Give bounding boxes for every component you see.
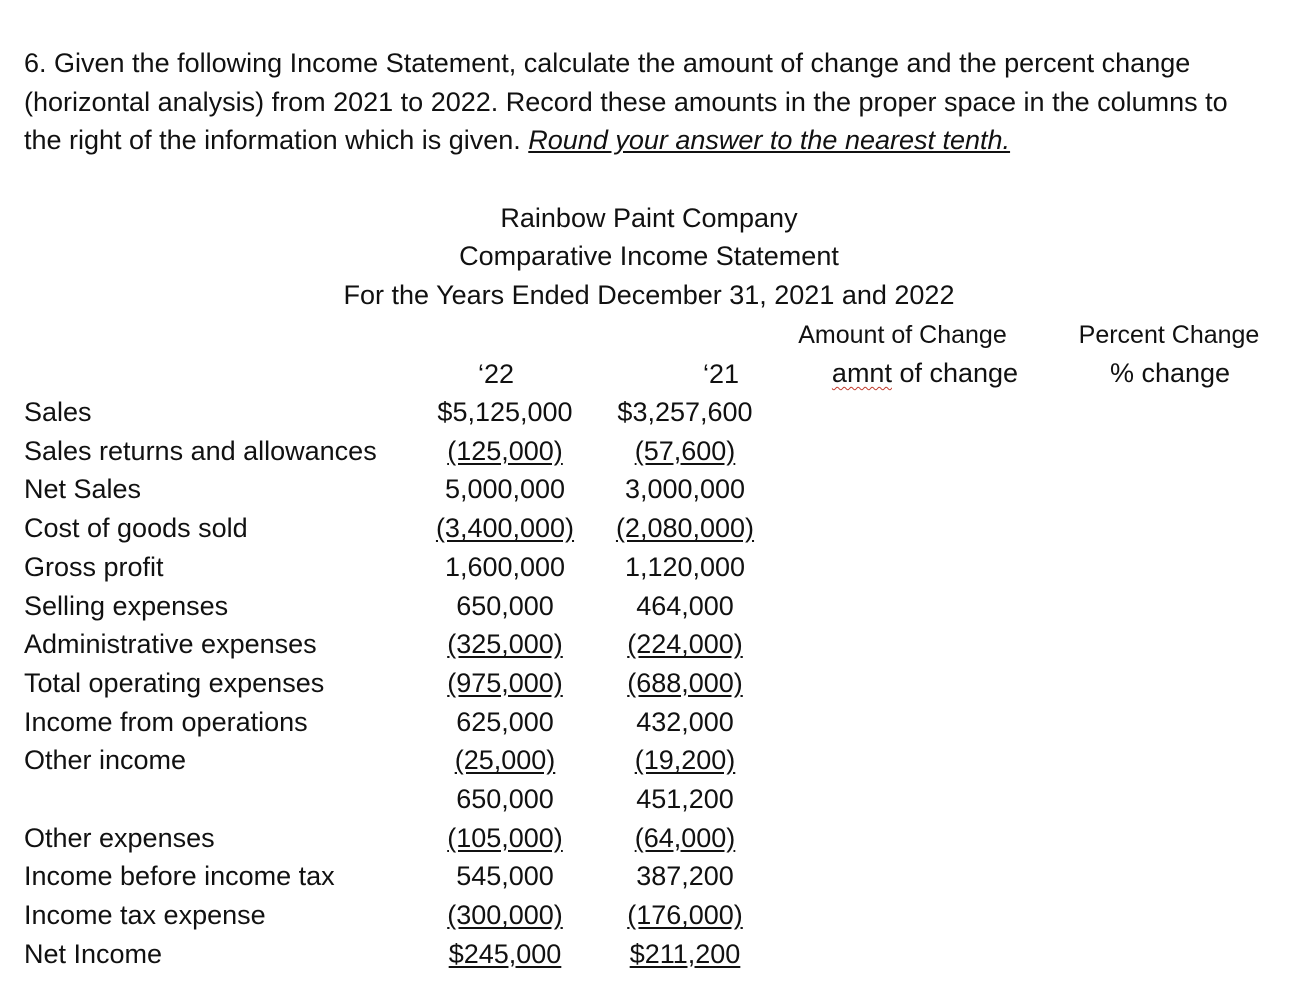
value-2022 (420, 857, 590, 895)
row-label: Cost of goods sold (24, 513, 248, 544)
value-2021-text: (64,000) (634, 822, 736, 853)
value-2022-text: (975,000) (447, 667, 563, 698)
year-21-header: ‘21 (703, 359, 740, 389)
table-row (0, 625, 1298, 663)
amount-change-sub-word: amnt (831, 358, 892, 388)
rounding-instruction: Round your answer to the nearest tenth. (528, 125, 1011, 155)
value-2021-text: (19,200) (634, 745, 736, 776)
row-label: Net Income (24, 938, 163, 969)
value-2021 (600, 935, 770, 973)
value-2022 (420, 780, 590, 818)
row-label: Net Sales (24, 474, 142, 505)
table-row (0, 664, 1298, 702)
value-2022-text: (300,000) (447, 900, 563, 931)
value-2022-text: 545,000 (456, 861, 554, 892)
row-label: Sales returns and allowances (24, 435, 377, 466)
table-row (0, 896, 1298, 934)
value-2021 (600, 509, 770, 547)
value-2022 (420, 509, 590, 547)
value-2022 (420, 432, 590, 470)
row-label: Gross profit (24, 551, 164, 582)
question-body: 6. Given the following Income Statement, calculate the amount of change and the percent change (horizontal analysis) from 2021 to 2022. Record these amounts in the proper space in the columns to the right of the information which is given. (24, 48, 1228, 155)
row-label: Income from operations (24, 706, 308, 737)
value-2022-text: 1,600,000 (444, 551, 566, 582)
company-name: Rainbow Paint Company (500, 203, 798, 233)
value-2022 (420, 703, 590, 741)
value-2021 (600, 857, 770, 895)
value-2022 (420, 625, 590, 663)
value-2022-text: (125,000) (447, 435, 563, 466)
value-2022-text: 625,000 (456, 706, 554, 737)
value-2021-text: (57,600) (634, 435, 736, 466)
value-2022-text: (105,000) (447, 822, 563, 853)
amount-change-header: Amount of Change (798, 321, 1007, 349)
value-2021 (600, 432, 770, 470)
amount-change-sub-rest: of change (891, 358, 1019, 388)
value-2021 (600, 664, 770, 702)
row-label: Selling expenses (24, 590, 229, 621)
row-label: Other expenses (24, 822, 215, 853)
value-2021-text: (176,000) (627, 900, 743, 931)
value-2022 (420, 470, 590, 508)
table-row (0, 587, 1298, 625)
value-2021 (600, 548, 770, 586)
table-row (0, 393, 1298, 431)
value-2021-text: (2,080,000) (615, 513, 755, 544)
value-2022-text: 5,000,000 (444, 474, 566, 505)
value-2021 (600, 703, 770, 741)
table-row (0, 432, 1298, 470)
value-2022 (420, 896, 590, 934)
value-2022 (420, 664, 590, 702)
statement-title: Comparative Income Statement (459, 241, 839, 271)
value-2022 (420, 548, 590, 586)
value-2021 (600, 393, 770, 431)
value-2021-text: (224,000) (627, 629, 743, 660)
value-2021 (600, 896, 770, 934)
value-2021-text: 451,200 (636, 784, 734, 814)
table-row (0, 819, 1298, 857)
value-2021-text: (688,000) (627, 667, 743, 698)
value-2022 (420, 819, 590, 857)
percent-change-subheader: % change (1109, 358, 1231, 388)
value-2021-text: $3,257,600 (617, 397, 753, 427)
table-row (0, 548, 1298, 586)
value-2022 (420, 587, 590, 625)
value-2021-text: 432,000 (636, 706, 734, 737)
table-row (0, 470, 1298, 508)
value-2021-text: 387,200 (636, 861, 734, 892)
value-2022-text: $5,125,000 (437, 397, 573, 427)
row-label: Sales (24, 397, 92, 427)
table-row (0, 741, 1298, 779)
table-row (0, 780, 1298, 818)
value-2022 (420, 935, 590, 973)
table-row (0, 857, 1298, 895)
value-2022-text: (3,400,000) (435, 513, 575, 544)
value-2021 (600, 741, 770, 779)
row-label: Income before income tax (24, 861, 335, 892)
value-2021-text: $211,200 (629, 938, 741, 969)
value-2021 (600, 587, 770, 625)
row-label: Total operating expenses (24, 667, 325, 698)
value-2021-text: 1,120,000 (624, 551, 746, 582)
value-2021 (600, 625, 770, 663)
value-2022-text: (25,000) (454, 745, 556, 776)
value-2021 (600, 780, 770, 818)
question-text (24, 44, 1264, 160)
value-2021-text: 3,000,000 (624, 474, 746, 505)
table-row (0, 703, 1298, 741)
value-2022 (420, 393, 590, 431)
row-label: Administrative expenses (24, 629, 317, 660)
row-label: Income tax expense (24, 900, 266, 931)
table-row (0, 935, 1298, 973)
row-label: Other income (24, 745, 187, 776)
value-2021 (600, 470, 770, 508)
value-2022-text: 650,000 (456, 590, 554, 621)
table-row (0, 509, 1298, 547)
value-2022-text: (325,000) (447, 629, 563, 660)
value-2021 (600, 819, 770, 857)
percent-change-header: Percent Change (1078, 321, 1260, 349)
year-22-header: ‘22 (478, 359, 515, 389)
value-2021-text: 464,000 (636, 590, 734, 621)
statement-period: For the Years Ended December 31, 2021 and 2022 (343, 280, 955, 310)
value-2022 (420, 741, 590, 779)
amount-change-subheader (790, 357, 1060, 389)
value-2022-text: 650,000 (456, 784, 554, 814)
value-2022-text: $245,000 (448, 938, 562, 969)
